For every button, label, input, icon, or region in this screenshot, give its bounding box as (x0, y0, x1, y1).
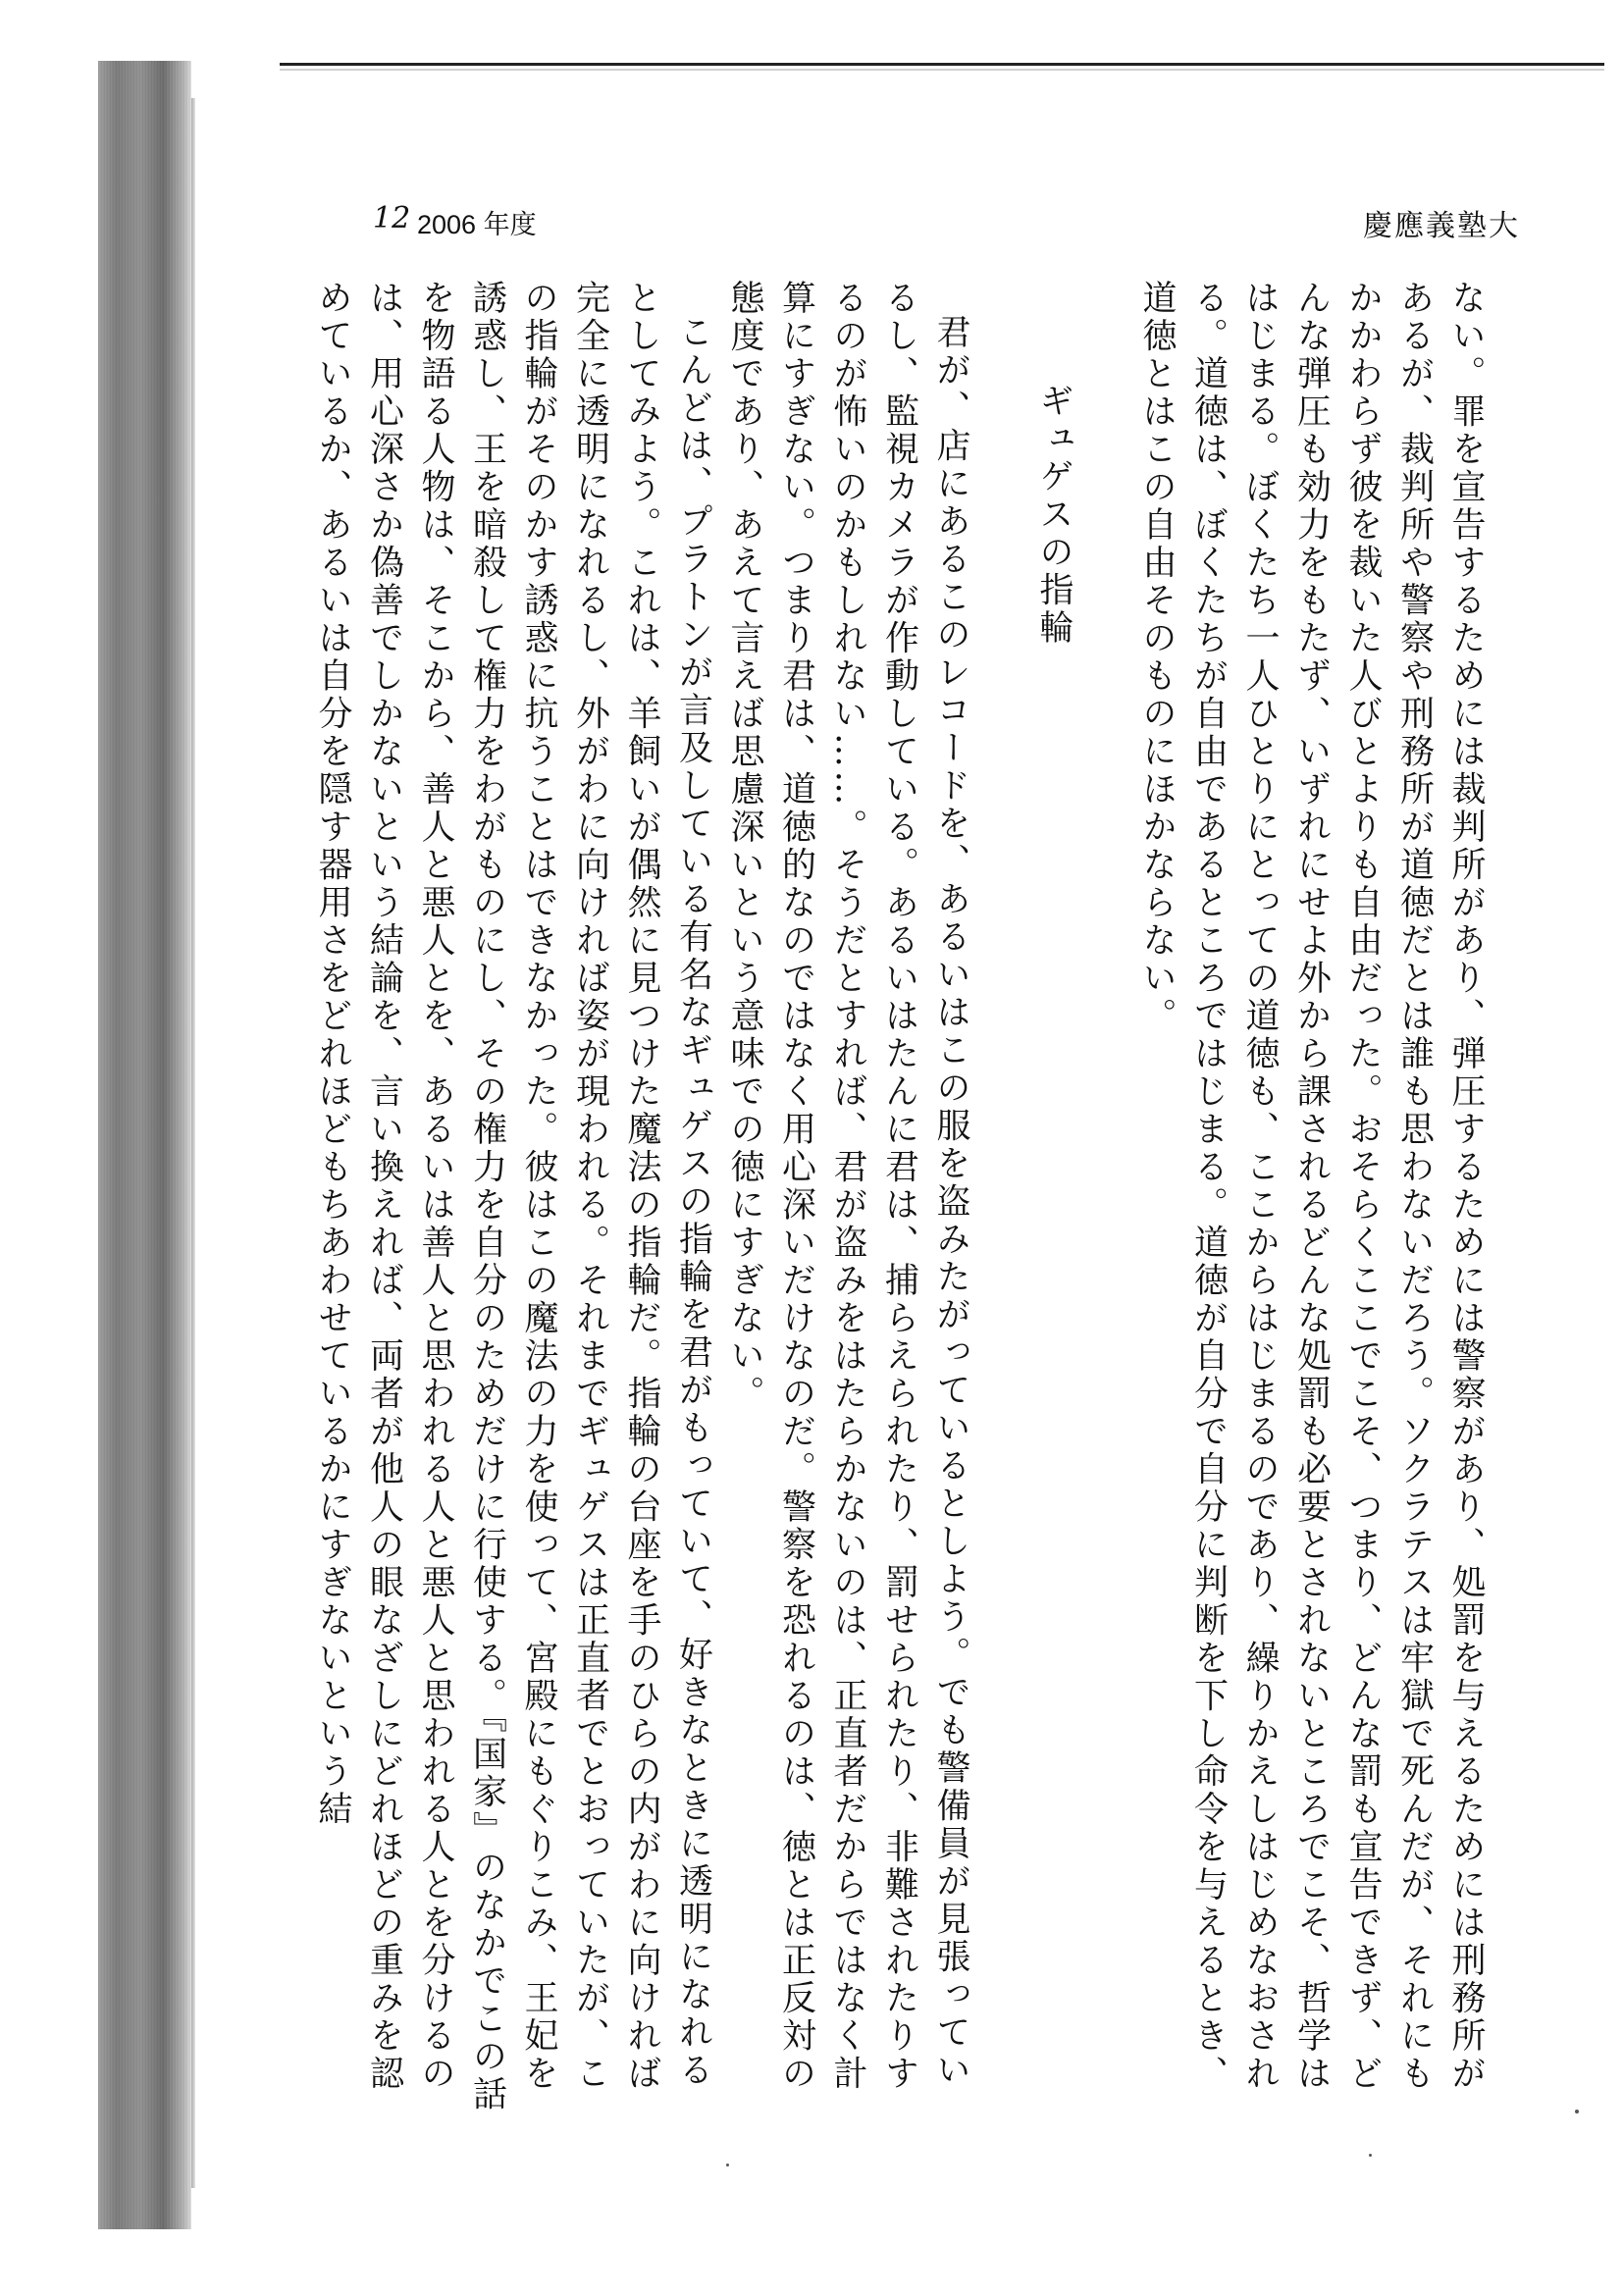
scan-speck (1575, 2110, 1579, 2113)
paragraph-1: ない。罪を宣告するためには裁判所があり、弾圧するためには警察があり、処罰を与えるためには刑務所があるが、裁判所や警察や刑務所が道徳だとは誰も思わないだろう。ソクラテスは牢獄で死んだが、それにもかかわらず彼を裁いた人びとよりも自由だった。おそらくここでこそ、つまり、どんな罰も宣告できず、どんな弾圧も効力をもたず、いずれにせよ外から課されるどんな処罰も必要とされないところでこそ、哲学ははじまる。ぼくたち一人ひとりにとっての道徳も、ここからはじまるのであり、繰りかえしはじめなおされる。道徳は、ぼくたちが自由であるところではじまる。道徳が自分で自分に判断を下し命令を与えるとき、道徳とはこの自由そのものにほかならない。 (1137, 280, 1486, 2093)
scan-binding-edge (191, 98, 195, 2188)
blank-line (976, 280, 1028, 2114)
paragraph-2: 君が、店にあるこのレコードを、あるいはこの服を盗みたがっているとしよう。でも警備員が見張っているし、監視カメラが作動している。あるいはたんに君は、捕らえられたり、罰せられたり、非難されたりするのが怖いのかもしれない……。そうだとすれば、君が盗みをはたらかないのは、正直者だからではなく計算にすぎない。つまり君は、道徳的なのではなく用心深いだけなのだ。警察を恐れるのは、徳とは正反対の態度であり、あえて言えば思慮深いという意味での徳にすぎない。 (725, 280, 970, 2093)
scan-speck (1369, 2154, 1372, 2157)
blank-line (1079, 280, 1131, 2114)
top-rule-shadow (280, 69, 1604, 71)
top-rule (280, 63, 1604, 66)
page-number: 12 (373, 201, 411, 235)
scan-binding-shadow (98, 61, 191, 2229)
section-heading: ギュゲスの指輪 (1034, 383, 1073, 648)
university-name: 慶應義塾大 (1363, 209, 1520, 243)
scan-speck (726, 2164, 729, 2166)
page-header (373, 201, 1520, 243)
exam-year: 2006 年度 (417, 210, 537, 239)
vertical-text-body (313, 280, 1492, 2114)
paragraph-3: こんどは、プラトンが言及している有名なギュゲスの指輪を君がもっていて、好きなときに透明になれるとしてみよう。これは、羊飼いが偶然に見つけた魔法の指輪だ。指輪の台座を手のひらの内がわに向ければ完全に透明になれるし、外がわに向ければ姿が現われる。それまでギュゲスは正直者でとおっていたが、この指輪がそのかす誘惑に抗うことはできなかった。彼はこの魔法の力を使って、宮殿にもぐりこみ、王妃を誘惑し、王を暗殺して権力をわがものにし、その権力を自分のためだけに行使する。『国家』のなかでこの話を物語る人物は、そこから、善人と悪人とを、あるいは善人と思われる人と悪人と思われる人とを分けるのは、用心深さか偽善でしかないという結論を、言い換えれば、両者が他人の眼なざしにどれほどの重みを認めているか、あるいは自分を隠す器用さをどれほどもちあわせているかにすぎないという結 (313, 280, 713, 2113)
